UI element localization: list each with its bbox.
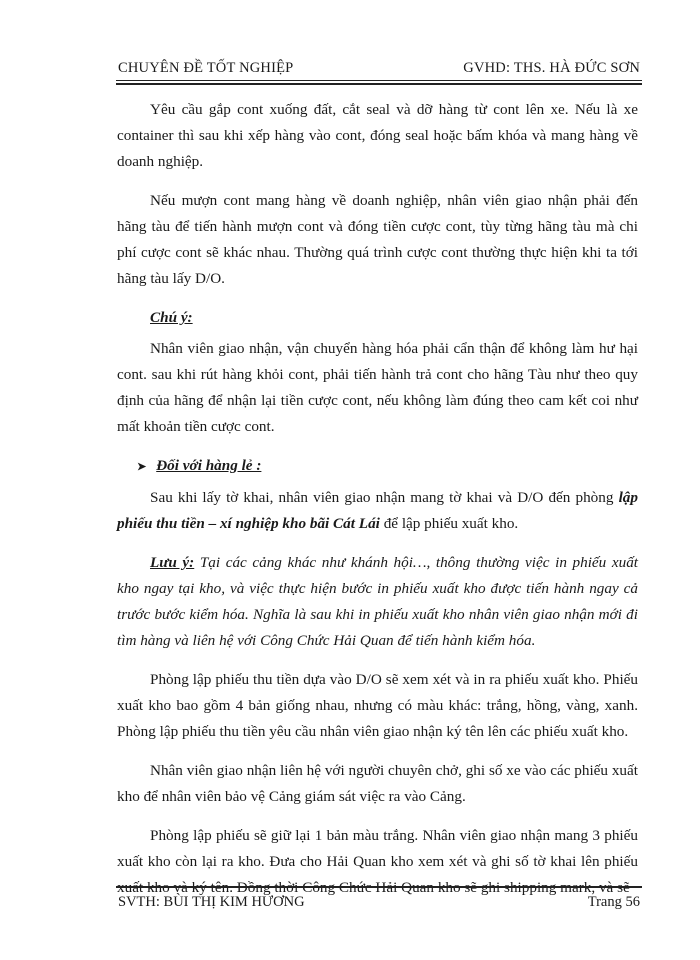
paragraph-5 [117, 550, 638, 654]
header-advisor: GVHD: THS. HÀ ĐỨC SƠN [463, 60, 640, 76]
bullet-heading: Đối với hàng lẻ : [156, 457, 262, 474]
page-number: Trang 56 [587, 894, 640, 910]
page-header [118, 60, 640, 77]
paragraph-2: Nếu mượn cont mang hàng về doanh nghiệp, nhân viên giao nhận phải đến hãng tàu để tiến hành mượn cont và đóng tiền cược cont, tùy từng hãng tàu mà chi phí cược cont sẽ khác nhau. Thường quá trình cược cont thường thực hiện khi ta tới hãng tàu lấy D/O. [117, 192, 638, 287]
header-title: CHUYÊN ĐỀ TỐT NGHIỆP [118, 60, 294, 76]
page-footer [118, 894, 640, 911]
paragraph-4-text-c: để lập phiếu xuất kho. [379, 515, 519, 532]
paragraph-4-emphasis: lập phiếu thu tiền – xí nghiệp kho bãi Cát Lái [117, 489, 638, 532]
paragraph-3: Nhân viên giao nhận, vận chuyển hàng hóa phải cẩn thận để không làm hư hại cont. sau khi rút hàng khỏi cont, phải tiến hành trả cont cho hãng Tàu như theo quy định của hãng để nhận lại tiền cược cont, nếu không làm đúng theo cam kết coi như mất khoản tiền cược cont. [117, 340, 638, 435]
header-rule [116, 80, 642, 85]
paragraph-8: Phòng lập phiếu sẽ giữ lại 1 bản màu trắng. Nhân viên giao nhận mang 3 phiếu xuất kho còn lại ra kho. Đưa cho Hải Quan kho xem xét và ghi số tờ khai lên phiếu xuất kho và ký tên. Đồng thời Công Chức Hải Quan kho sẽ ghi shipping mark, và sẽ [117, 827, 638, 896]
arrowhead-bullet-icon: ➤ [137, 461, 147, 473]
footer-author: SVTH: BÙI THỊ KIM HƯƠNG [118, 894, 305, 910]
page-body [117, 97, 638, 914]
footer-rule [116, 886, 642, 888]
paragraph-1: Yêu cầu gắp cont xuống đất, cắt seal và dỡ hàng từ cont lên xe. Nếu là xe container thì sau khi xếp hàng vào cont, đóng seal hoặc bấm khóa và mang hàng về doanh nghiệp. [117, 101, 638, 170]
paragraph-6: Phòng lập phiếu thu tiền dựa vào D/O sẽ xem xét và in ra phiếu xuất kho. Phiếu xuất kho bao gồm 4 bản giống nhau, nhưng có màu khác: trắng, hồng, vàng, xanh. Phòng lập phiếu thu tiền yêu cầu nhân viên giao nhận ký tên lên các phiếu xuất kho. [117, 671, 638, 740]
paragraph-5-text: Tại các cảng khác như khánh hội…, thông thường việc in phiếu xuất kho ngay tại kho, và việc thực hiện bước in phiếu xuất kho được tiến hành ngay cả trước bước kiểm hóa. Nghĩa là sau khi in phiếu xuất kho nhân viên giao nhận mới đi tìm hàng và liên hệ với Công Chức Hải Quan để tiến hành kiểm hóa. [117, 554, 639, 649]
paragraph-7: Nhân viên giao nhận liên hệ với người chuyên chở, ghi số xe vào các phiếu xuất kho để nhân viên bảo vệ Cảng giám sát việc ra vào Cảng. [117, 762, 638, 805]
note-heading: Chú ý: [150, 309, 193, 326]
bullet-item [137, 453, 638, 480]
note-label: Lưu ý: [150, 554, 195, 571]
paragraph-4 [117, 485, 638, 537]
paragraph-4-text-a: Sau khi lấy tờ khai, nhân viên giao nhận mang tờ khai và D/O đến phòng [150, 489, 619, 506]
